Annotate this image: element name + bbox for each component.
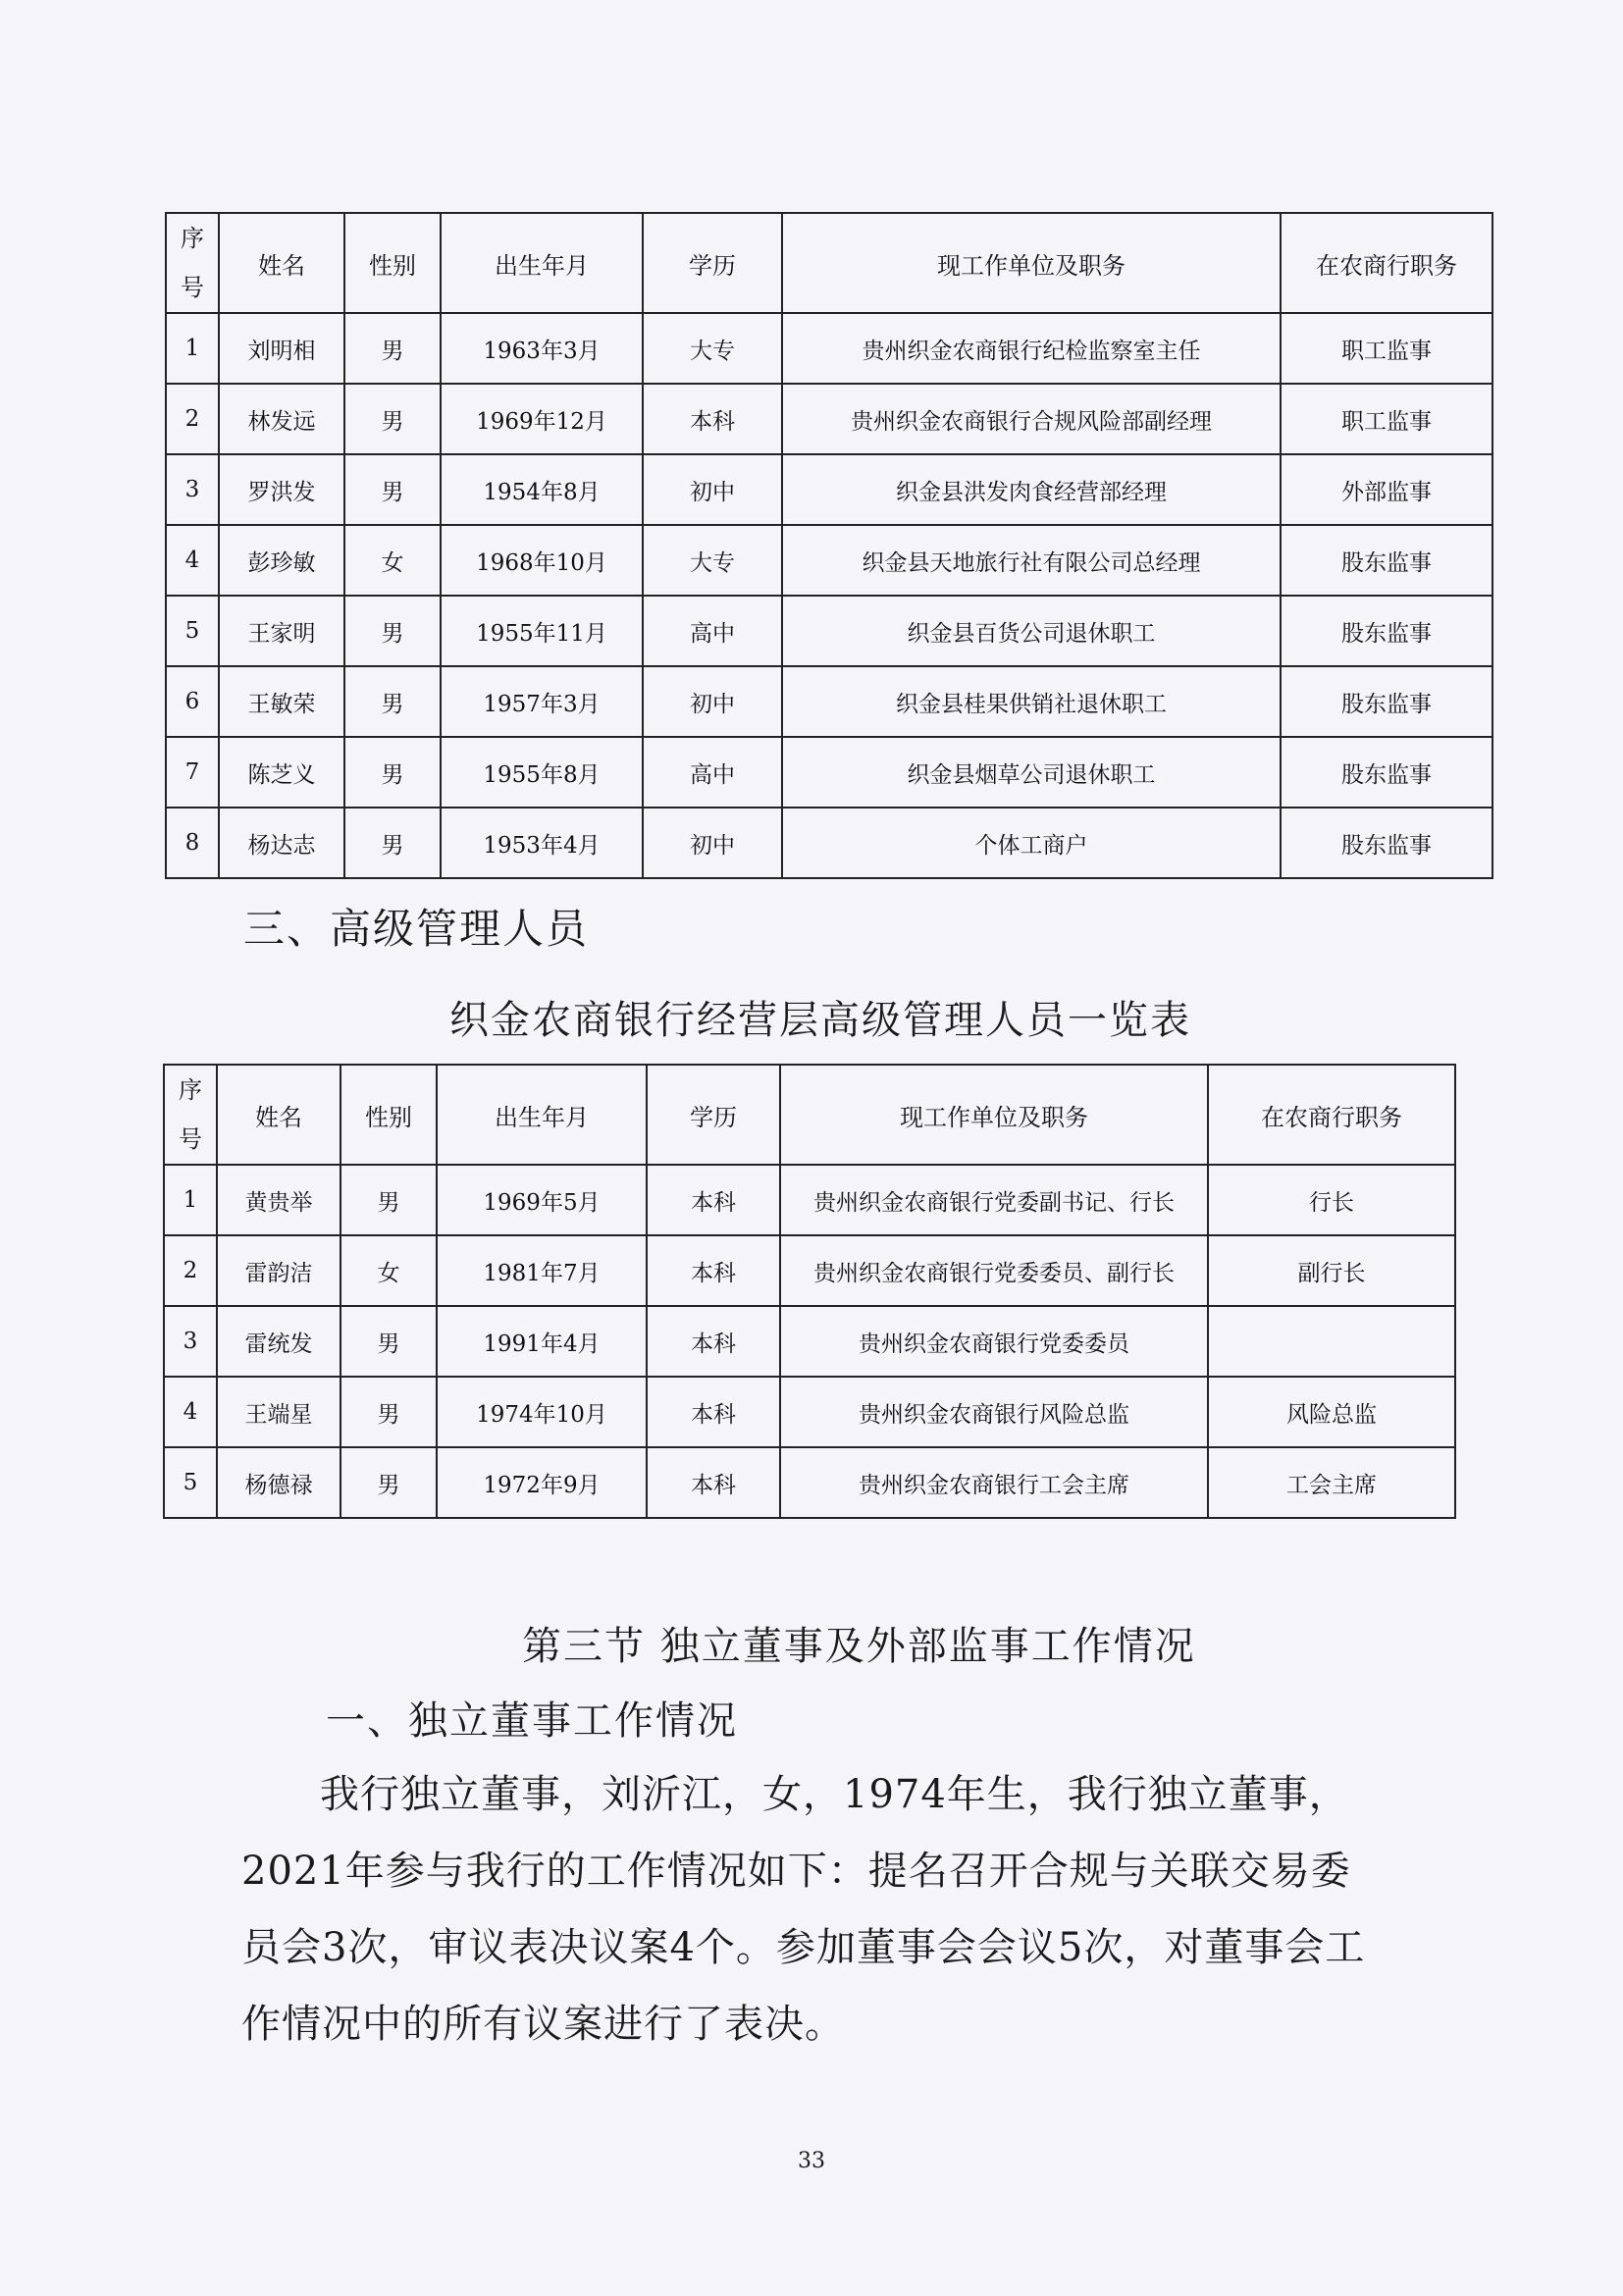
cell-education: 高中: [643, 737, 782, 808]
header-name: 姓名: [217, 1065, 340, 1165]
cell-education: 初中: [643, 666, 782, 737]
header-gender: 性别: [344, 213, 441, 313]
page-number: 33: [798, 2149, 825, 2173]
cell-birth: 1969年5月: [437, 1165, 647, 1235]
cell-education: 初中: [643, 808, 782, 878]
cell-bank-role: 股东监事: [1281, 808, 1492, 878]
cell-gender: 男: [344, 313, 441, 384]
cell-seq: 3: [164, 1306, 217, 1377]
table-row: [164, 1377, 1455, 1447]
cell-seq: 5: [164, 1447, 217, 1518]
cell-bank-role: 职工监事: [1281, 384, 1492, 454]
cell-education: 初中: [643, 454, 782, 525]
cell-education: 高中: [643, 596, 782, 666]
cell-name: 王端星: [217, 1377, 340, 1447]
cell-employer: 贵州织金农商银行党委委员、副行长: [780, 1235, 1208, 1306]
cell-name: 杨达志: [219, 808, 344, 878]
cell-seq: 8: [166, 808, 219, 878]
cell-name: 刘明相: [219, 313, 344, 384]
header-gender: 性别: [340, 1065, 437, 1165]
header-education: 学历: [643, 213, 782, 313]
table-row: [164, 1306, 1455, 1377]
cell-name: 彭珍敏: [219, 525, 344, 596]
cell-gender: 男: [344, 666, 441, 737]
cell-employer: 织金县烟草公司退休职工: [782, 737, 1281, 808]
senior-management-table: [163, 1064, 1456, 1519]
cell-education: 本科: [647, 1235, 780, 1306]
table-row: [164, 1165, 1455, 1235]
supervisors-table: [165, 212, 1493, 879]
cell-education: 本科: [647, 1447, 780, 1518]
cell-gender: 男: [340, 1447, 437, 1518]
header-employer: 现工作单位及职务: [780, 1065, 1208, 1165]
cell-seq: 4: [166, 525, 219, 596]
section-heading-senior-management: 三、高级管理人员: [243, 905, 590, 953]
cell-birth: 1955年8月: [441, 737, 643, 808]
cell-employer: 织金县桂果供销社退休职工: [782, 666, 1281, 737]
table-header-row: [164, 1065, 1455, 1165]
cell-gender: 女: [344, 525, 441, 596]
cell-bank-role: 股东监事: [1281, 596, 1492, 666]
table-row: [164, 1235, 1455, 1306]
cell-bank-role: 风险总监: [1208, 1377, 1455, 1447]
table-title: 织金农商银行经营层高级管理人员一览表: [449, 998, 1191, 1043]
table-row: [166, 808, 1492, 878]
cell-employer: 贵州织金农商银行工会主席: [780, 1447, 1208, 1518]
body-paragraph: 我行独立董事，刘沂江，女，1974年生，我行独立董事，2021年参与我行的工作情况如下：提名召开合规与关联交易委员会3次，审议表决议案4个。参加董事会会议5次，对董事会工作情况中的所有议案进行了表决。: [241, 1772, 1366, 2047]
cell-gender: 男: [344, 596, 441, 666]
cell-name: 王家明: [219, 596, 344, 666]
header-birth: 出生年月: [441, 213, 643, 313]
cell-education: 本科: [647, 1165, 780, 1235]
cell-name: 陈芝义: [219, 737, 344, 808]
table-row: [166, 666, 1492, 737]
cell-name: 雷韵洁: [217, 1235, 340, 1306]
cell-employer: 贵州织金农商银行风险总监: [780, 1377, 1208, 1447]
cell-education: 大专: [643, 525, 782, 596]
cell-seq: 2: [166, 384, 219, 454]
table-row: [164, 1447, 1455, 1518]
cell-birth: 1974年10月: [437, 1377, 647, 1447]
header-birth: 出生年月: [437, 1065, 647, 1165]
header-employer: 现工作单位及职务: [782, 213, 1281, 313]
cell-birth: 1991年4月: [437, 1306, 647, 1377]
cell-birth: 1957年3月: [441, 666, 643, 737]
table-row: [166, 737, 1492, 808]
cell-gender: 男: [344, 808, 441, 878]
cell-gender: 男: [340, 1306, 437, 1377]
cell-employer: 个体工商户: [782, 808, 1281, 878]
cell-employer: 贵州织金农商银行党委委员: [780, 1306, 1208, 1377]
header-seq: 序号: [166, 213, 219, 313]
cell-gender: 男: [344, 384, 441, 454]
cell-education: 大专: [643, 313, 782, 384]
cell-seq: 1: [166, 313, 219, 384]
cell-bank-role: 行长: [1208, 1165, 1455, 1235]
cell-birth: 1963年3月: [441, 313, 643, 384]
table-row: [166, 454, 1492, 525]
cell-gender: 男: [340, 1165, 437, 1235]
cell-seq: 1: [164, 1165, 217, 1235]
cell-seq: 4: [164, 1377, 217, 1447]
cell-name: 黄贵举: [217, 1165, 340, 1235]
section-title: 第三节 独立董事及外部监事工作情况: [522, 1624, 1196, 1669]
cell-birth: 1969年12月: [441, 384, 643, 454]
cell-name: 王敏荣: [219, 666, 344, 737]
table-row: [166, 313, 1492, 384]
cell-birth: 1953年4月: [441, 808, 643, 878]
cell-employer: 织金县洪发肉食经营部经理: [782, 454, 1281, 525]
cell-birth: 1954年8月: [441, 454, 643, 525]
cell-employer: 织金县百货公司退休职工: [782, 596, 1281, 666]
cell-name: 杨德禄: [217, 1447, 340, 1518]
cell-gender: 男: [344, 454, 441, 525]
table-header-row: [166, 213, 1492, 313]
cell-bank-role: 股东监事: [1281, 737, 1492, 808]
header-name: 姓名: [219, 213, 344, 313]
cell-employer: 织金县天地旅行社有限公司总经理: [782, 525, 1281, 596]
cell-name: 雷统发: [217, 1306, 340, 1377]
cell-education: 本科: [647, 1377, 780, 1447]
cell-seq: 6: [166, 666, 219, 737]
cell-seq: 7: [166, 737, 219, 808]
cell-seq: 3: [166, 454, 219, 525]
cell-education: 本科: [647, 1306, 780, 1377]
table-row: [166, 384, 1492, 454]
cell-employer: 贵州织金农商银行合规风险部副经理: [782, 384, 1281, 454]
cell-bank-role: 股东监事: [1281, 525, 1492, 596]
header-bank-role: 在农商行职务: [1208, 1065, 1455, 1165]
cell-birth: 1968年10月: [441, 525, 643, 596]
cell-name: 林发远: [219, 384, 344, 454]
header-seq: 序号: [164, 1065, 217, 1165]
cell-employer: 贵州织金农商银行纪检监察室主任: [782, 313, 1281, 384]
cell-gender: 男: [340, 1377, 437, 1447]
cell-birth: 1972年9月: [437, 1447, 647, 1518]
header-bank-role: 在农商行职务: [1281, 213, 1492, 313]
cell-gender: 男: [344, 737, 441, 808]
cell-bank-role: 副行长: [1208, 1235, 1455, 1306]
cell-seq: 5: [166, 596, 219, 666]
cell-seq: 2: [164, 1235, 217, 1306]
table-row: [166, 525, 1492, 596]
subsection-title: 一、独立董事工作情况: [326, 1698, 738, 1744]
table-row: [166, 596, 1492, 666]
cell-gender: 女: [340, 1235, 437, 1306]
cell-birth: 1981年7月: [437, 1235, 647, 1306]
cell-bank-role: [1208, 1306, 1455, 1377]
cell-bank-role: 工会主席: [1208, 1447, 1455, 1518]
cell-bank-role: 股东监事: [1281, 666, 1492, 737]
cell-employer: 贵州织金农商银行党委副书记、行长: [780, 1165, 1208, 1235]
header-education: 学历: [647, 1065, 780, 1165]
cell-bank-role: 职工监事: [1281, 313, 1492, 384]
cell-bank-role: 外部监事: [1281, 454, 1492, 525]
cell-education: 本科: [643, 384, 782, 454]
cell-name: 罗洪发: [219, 454, 344, 525]
cell-birth: 1955年11月: [441, 596, 643, 666]
